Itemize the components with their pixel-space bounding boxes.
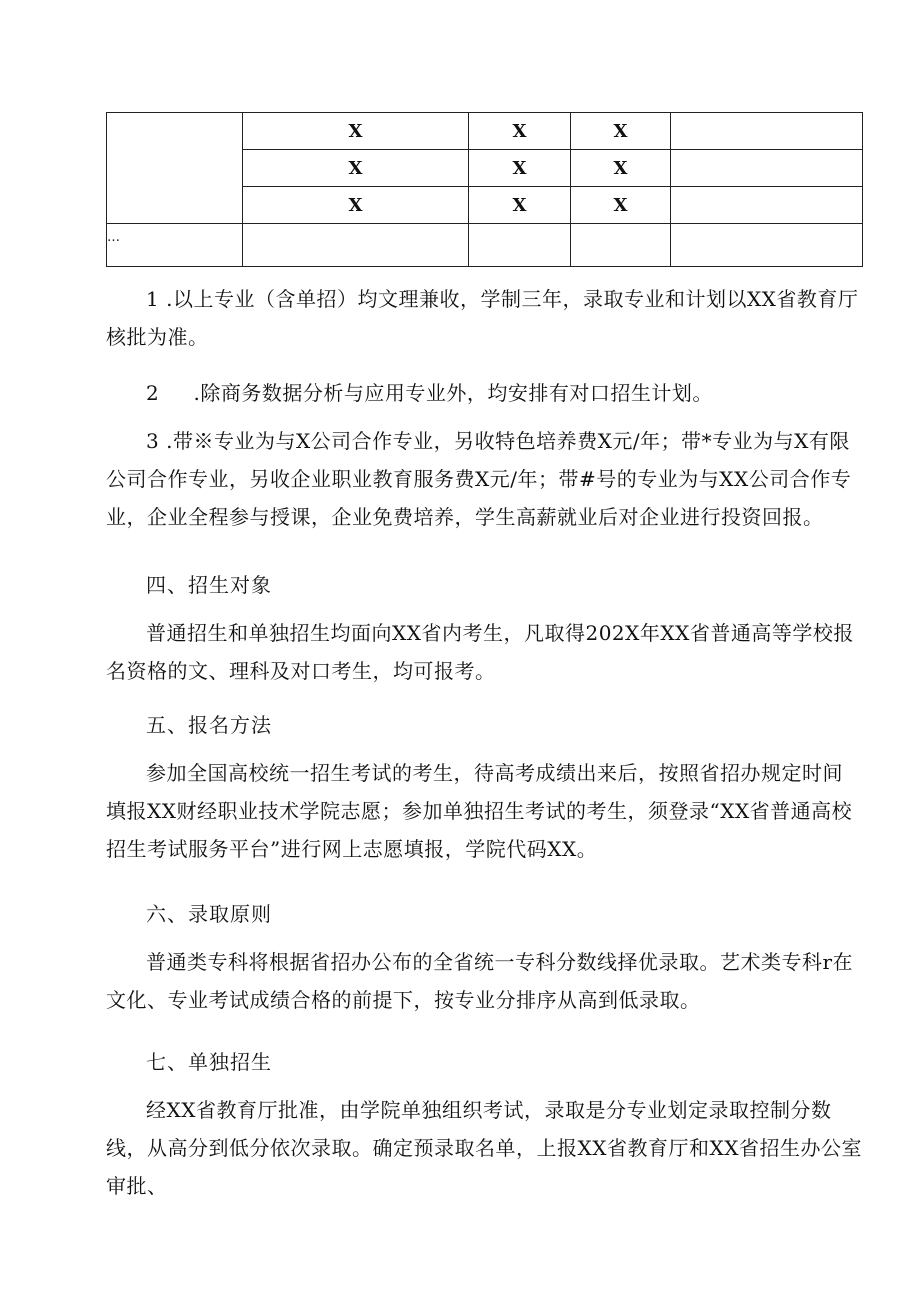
note-2: 2 .除商务数据分析与应用专业外，均安排有对口招生计划。	[146, 381, 713, 405]
table-row	[107, 224, 863, 267]
table-cell	[671, 150, 863, 187]
table-cell: X	[469, 187, 571, 224]
table-cell: X	[469, 113, 571, 150]
enrollment-table	[106, 112, 863, 267]
section-4-title: 四、招生对象	[146, 573, 272, 597]
section-6-body: 普通类专科将根据省招办公布的全省统一专科分数线择优录取。艺术类专科r在文化、专业考试成绩合格的前提下，按专业分排序从高到低录取。	[106, 950, 854, 1012]
table-cell-ellipsis: …	[107, 224, 243, 267]
section-7-title: 七、单独招生	[146, 1050, 272, 1074]
table-cell: X	[243, 150, 469, 187]
section-5-body: 参加全国高校统一招生考试的考生，待高考成绩出来后，按照省招办规定时间填报XX财经职业技术学院志愿；参加单独招生考试的考生，须登录“XX省普通高校招生考试服务平台”进行网上志愿填报，学院代码XX。	[106, 761, 853, 861]
table-cell: X	[243, 187, 469, 224]
table-cell	[243, 224, 469, 267]
table-cell	[571, 224, 671, 267]
note-3: 3 .带※专业为与X公司合作专业，另收特色培养费X元/年；带*专业为与X有限公司合作专业，另收企业职业教育服务费X元/年；带#号的专业为与XX公司合作专业，企业全程参与授课，企业免费培养，学生高薪就业后对企业进行投资回报。	[106, 429, 852, 529]
table-cell: X	[469, 150, 571, 187]
table-cell: X	[571, 113, 671, 150]
table-cell: X	[243, 113, 469, 150]
table-cell: X	[571, 150, 671, 187]
table-cell	[469, 224, 571, 267]
table-cell	[107, 113, 243, 224]
table-cell: X	[571, 187, 671, 224]
note-1: 1 .以上专业（含单招）均文理兼收，学制三年，录取专业和计划以XX省教育厅核批为准。	[106, 287, 859, 349]
table-cell	[671, 113, 863, 150]
section-6-title: 六、录取原则	[146, 902, 272, 926]
table-cell	[671, 187, 863, 224]
section-4-body: 普通招生和单独招生均面向XX省内考生，凡取得202X年XX省普通高等学校报名资格的文、理科及对口考生，均可报考。	[106, 621, 854, 683]
section-7-body: 经XX省教育厅批准，由学院单独组织考试，录取是分专业划定录取控制分数线，从高分到低分依次录取。确定预录取名单，上报XX省教育厅和XX省招生办公室审批、	[106, 1098, 862, 1198]
table-row	[107, 113, 863, 150]
section-5-title: 五、报名方法	[146, 713, 272, 737]
table-cell	[671, 224, 863, 267]
